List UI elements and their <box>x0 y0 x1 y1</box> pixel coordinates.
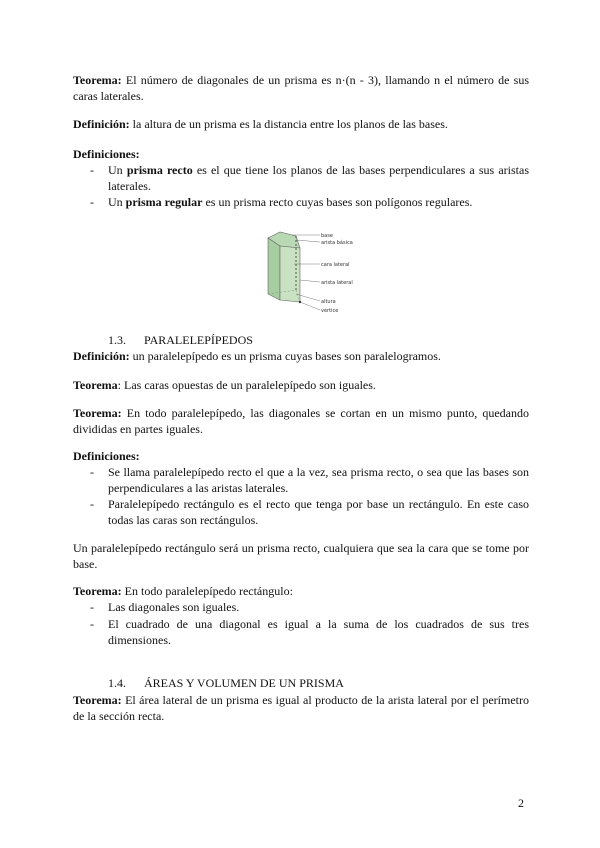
definition-text: la altura de un prisma es la distancia entre los planos de las bases. <box>129 117 448 131</box>
label-base: base <box>321 233 333 239</box>
list-item: - Un prisma recto es el que tiene los planos de las bases perpendiculares a sus aristas laterales. <box>90 163 529 193</box>
prism-diagram <box>262 228 372 320</box>
theorem-diagonals-paralelepipedo: Teorema: En todo paralelepípedo, las diagonales se cortan en un mismo punto, quedando divididas en partes iguales. <box>73 406 529 436</box>
definitions-heading: Definiciones: <box>73 147 140 161</box>
definition-paralelepipedo: Definición: un paralelepípedo es un prisma cuyas bases son paralelogramos. <box>73 349 441 363</box>
prism-face-front <box>280 246 300 302</box>
label-vertice: vértice <box>321 308 339 314</box>
paragraph-rectangular: Un paralelepípedo rectángulo será un prisma recto, cualquiera que sea la cara que se tome por base. <box>73 541 529 571</box>
section-heading-1-3: 1.3. PARALELEPÍPEDOS <box>108 333 253 347</box>
section-heading-1-4: 1.4. ÁREAS Y VOLUMEN DE UN PRISMA <box>108 676 344 690</box>
theorem-text: El número de diagonales de un prisma es n·(n - 3), llamando n el número de sus caras laterales. <box>73 73 529 103</box>
theorem-lateral-area: Teorema: El área lateral de un prisma es igual al producto de la arista lateral por el perímetro de la sección recta. <box>73 693 529 723</box>
list-dash: - <box>90 465 94 479</box>
label-cara-lateral: cara lateral <box>321 262 350 268</box>
theorem-opposite-faces: Teorema: Las caras opuestas de un paralelepípedo son iguales. <box>73 378 376 392</box>
label-arista-lateral: arista lateral <box>321 280 353 286</box>
list-item: - Paralelepípedo rectángulo es el recto que tenga por base un rectángulo. En este caso todas las caras son rectángulos. <box>90 497 529 527</box>
list-dash: - <box>90 617 94 631</box>
page-number: 2 <box>518 796 524 810</box>
list-dash: - <box>90 163 94 177</box>
definition-label: Definición: <box>73 117 130 131</box>
prism-face-left <box>268 238 280 300</box>
list-item: - Las diagonales son iguales. <box>90 600 240 614</box>
list-item: - Se llama paralelepípedo recto el que a la vez, sea prisma recto, o sea que las bases son perpendiculares a las aristas laterales. <box>90 465 529 495</box>
label-altura: altura <box>321 299 336 305</box>
list-item: - El cuadrado de una diagonal es igual a la suma de los cuadrados de sus tres dimensiones. <box>90 617 529 647</box>
label-arista-basica: arista básica <box>321 240 353 246</box>
definitions-heading: Definiciones: <box>73 449 140 463</box>
theorem-diagonals <box>73 72 529 104</box>
definition-height <box>73 116 529 132</box>
list-item: - Un prisma regular es un prisma recto cuyas bases son polígonos regulares. <box>90 195 473 209</box>
list-dash: - <box>90 497 94 511</box>
list-dash: - <box>90 195 94 209</box>
theorem-rectangular: Teorema: En todo paralelepípedo rectángulo: <box>73 584 293 598</box>
list-dash: - <box>90 600 94 614</box>
theorem-label: Teorema: <box>73 73 122 87</box>
